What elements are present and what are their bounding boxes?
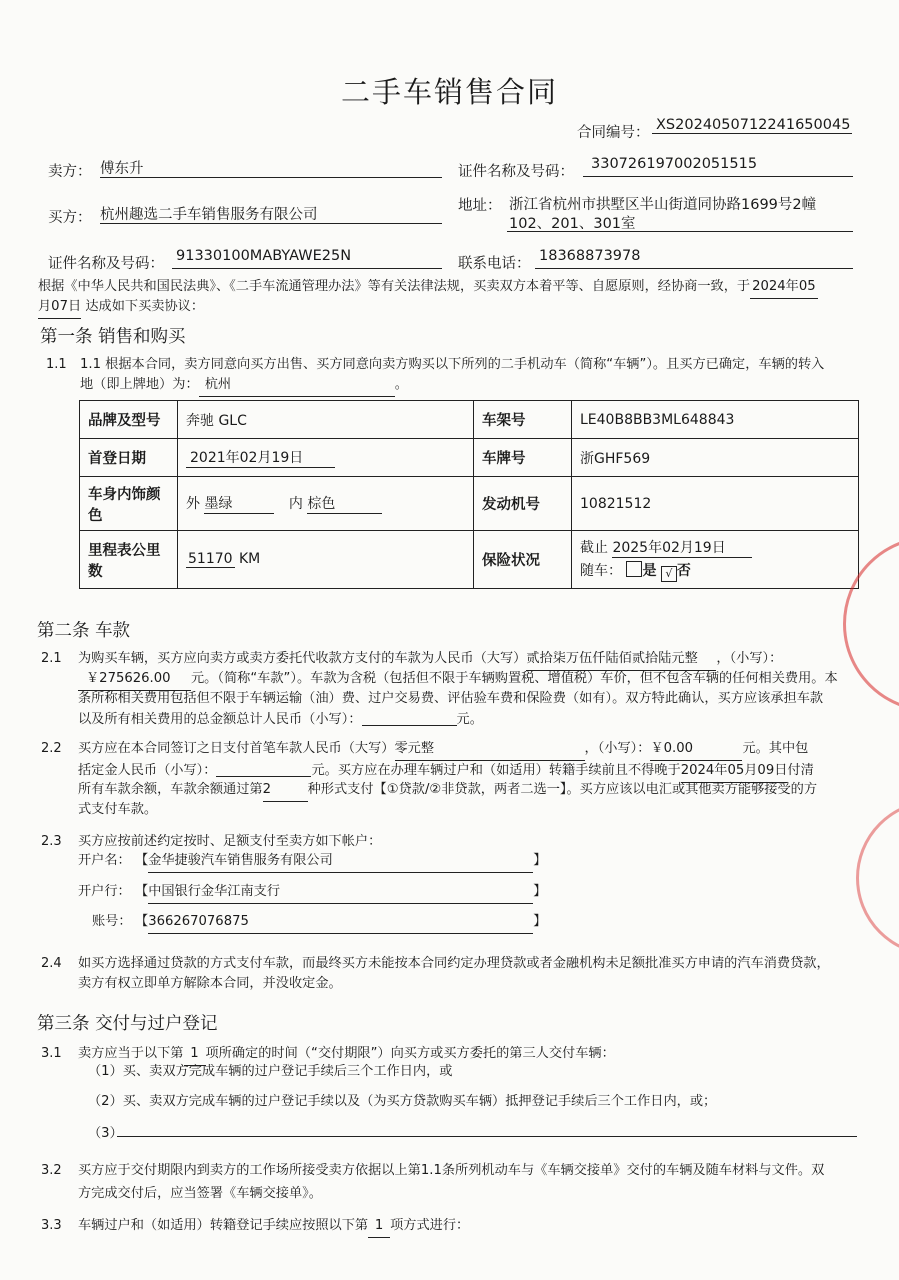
clause-2-1-line2: ￥275626.00 元。（简称“车款”）。车款为含税（包括但不限于车辆购置税、增值税）车价，但不包含车辆的任何相关费用。本 — [78, 669, 838, 691]
seller-label: 卖方： — [48, 164, 92, 180]
article-1-title: 第一条 销售和购买 — [40, 327, 186, 347]
buyer-id-label: 证件名称及号码： — [48, 256, 164, 272]
checkbox-no: √ — [661, 566, 677, 582]
clause-2-3-number: 2.3 — [41, 834, 62, 849]
clause-3-2-line1: 买方应于交付期限内到卖方的工作场所接受卖方依据以上第1.1条所列机动车与《车辆交接单》交付的车辆及随车材料与文件。双 — [78, 1163, 825, 1178]
clause-2-4-line2: 卖方有权立即单方解除本合同，并没收定金。 — [78, 976, 342, 991]
clause-3-2-line2: 方完成交付后，应当签署《车辆交接单》。 — [78, 1186, 322, 1201]
clause-2-4-number: 2.4 — [41, 956, 62, 971]
clause-1-1-line2: 地（即上牌地）为： 杭州 。 — [80, 375, 408, 397]
clause-3-1-line1: 卖方应当于以下第 1 项所确定的时间（“交付期限”）向买方或买方委托的第三人交付车辆： — [78, 1044, 615, 1066]
address-line2: 102、201、301室 — [507, 212, 853, 232]
address-label: 地址： — [458, 198, 502, 214]
mileage-label: 里程表公里数 — [80, 531, 178, 589]
seller-id: 330726197002051515 — [583, 156, 853, 177]
clause-3-1-number: 3.1 — [41, 1046, 62, 1061]
account-row: 【366267076875 】 — [135, 912, 546, 934]
brand-value: 奔驰 GLC — [178, 401, 474, 439]
document-title: 二手车销售合同 — [340, 75, 558, 109]
address-line1: 浙江省杭州市拱墅区半山街道同协路1699号2幢 — [509, 197, 817, 213]
clause-2-1-line4: 以及所有相关费用的总金额总计人民币（小写）： 元。 — [78, 709, 483, 731]
clause-2-2-number: 2.2 — [41, 741, 62, 756]
clause-2-1-number: 2.1 — [41, 651, 62, 666]
clause-3-1-option-1: （1）买、卖双方完成车辆的过户登记手续后三个工作日内，或 — [88, 1064, 453, 1079]
reg-date-value: 2021年02月19日 — [178, 439, 474, 477]
clause-2-2-line2: 括定金人民币（小写）： 元。买方应在办理车辆过户和（如适用）转籍手续前且不得晚于2024年05月09日付清 — [78, 760, 814, 783]
clause-2-1-line3: 条所称相关费用包括但不限于车辆运输（油）费、过户交易费、评估验车费和保险费（如有）。双方特此确认，买方应该承担车款 — [78, 691, 824, 706]
bank-name-label: 开户名： — [78, 853, 131, 868]
clause-2-2-line4: 式支付车款。 — [78, 802, 158, 817]
vehicle-table — [79, 400, 859, 589]
seller-name: 傅东升 — [100, 157, 442, 178]
company-seal-partial-lower — [856, 800, 899, 956]
intro-line1: 根据《中华人民共和国民法典》、《二手车流通管理办法》等有关法律法规，买卖双方本着平等、自愿原则，经协商一致，于 2024年05 — [38, 277, 818, 299]
brand-label: 品牌及型号 — [80, 401, 178, 439]
article-2-title: 第二条 车款 — [37, 621, 131, 641]
buyer-id: 91330100MABYAWE25N — [172, 248, 442, 269]
color-label: 车身内饰颜色 — [80, 477, 178, 531]
reg-date-label: 首登日期 — [80, 439, 178, 477]
intro-line2: 月07日 达成如下买卖协议： — [38, 297, 204, 319]
bank-branch-row: 【中国银行金华江南支行 】 — [135, 882, 546, 904]
clause-2-2-line3: 所有车款余额，车款余额通过第2 种形式支付【①贷款/②非贷款，两者二选一】。买方应该以电汇或其他卖方能够接受的方 — [78, 780, 817, 802]
phone-label: 联系电话： — [458, 256, 531, 272]
engine-label: 发动机号 — [474, 477, 572, 531]
clause-2-3-text: 买方应按前述约定按时、足额支付至卖方如下帐户： — [78, 834, 382, 849]
buyer-name: 杭州趣选二手车销售服务有限公司 — [100, 203, 442, 224]
plate-value: 浙GHF569 — [572, 439, 859, 477]
account-label: 账号： — [92, 914, 132, 929]
vin-value: LE40B8BB3ML648843 — [572, 401, 859, 439]
clause-3-1-option-2: （2）买、卖双方完成车辆的过户登记手续以及（为买方贷款购买车辆）抵押登记手续后三个工作日内，或； — [88, 1094, 717, 1109]
mileage-value: 51170 KM — [178, 531, 474, 589]
phone: 18368873978 — [535, 248, 853, 269]
clause-2-4-line1: 如买方选择通过贷款的方式支付车款，而最终买方未能按本合同约定办理贷款或者金融机构未足额批准买方申请的汽车消费贷款， — [78, 956, 830, 971]
engine-value: 10821512 — [572, 477, 859, 531]
clause-1-1-line1: 1.1 根据本合同，卖方同意向买方出售、买方同意向卖方购买以下所列的二手机动车（简称“车辆”）。且买方已确定，车辆的转入 — [80, 357, 825, 372]
vin-label: 车架号 — [474, 401, 572, 439]
contract-no-label: 合同编号： — [577, 125, 650, 141]
clause-3-3-line1: 车辆过户和（如适用）转籍登记手续应按照以下第 1 项方式进行： — [78, 1216, 469, 1238]
clause-2-1-line1: 为购买车辆，买方应向卖方或卖方委托代收款方支付的车款为人民币（大写）贰拾柒万伍仟陆佰贰拾陆元整 ，（小写）： — [78, 649, 782, 671]
clause-3-3-number: 3.3 — [41, 1218, 62, 1233]
contract-no: XS2024050712241650045 — [652, 117, 852, 134]
clause-3-1-option-3: （3） — [88, 1126, 123, 1141]
clause-1-1-number: 1.1 — [46, 357, 67, 372]
plate-label: 车牌号 — [474, 439, 572, 477]
bank-name-row: 【金华捷骏汽车销售服务有限公司 】 — [135, 851, 546, 873]
seller-id-label: 证件名称及号码： — [458, 164, 574, 180]
bank-branch-label: 开户行： — [78, 884, 131, 899]
clause-3-2-number: 3.2 — [41, 1163, 62, 1178]
insurance-value: 截止 2025年02月19日 随车： 是 √ 否 — [572, 531, 859, 589]
clause-3-1-blank-line — [117, 1136, 857, 1137]
article-3-title: 第三条 交付与过户登记 — [37, 1014, 218, 1034]
insurance-label: 保险状况 — [474, 531, 572, 589]
buyer-label: 买方： — [48, 210, 92, 226]
color-value: 外 墨绿 内 棕色 — [178, 477, 474, 531]
checkbox-yes — [626, 561, 642, 577]
clause-2-2-line1: 买方应在本合同签订之日支付首笔车款人民币（大写）零元整 ，（小写）：￥0.00 元。其中包 — [78, 739, 808, 761]
